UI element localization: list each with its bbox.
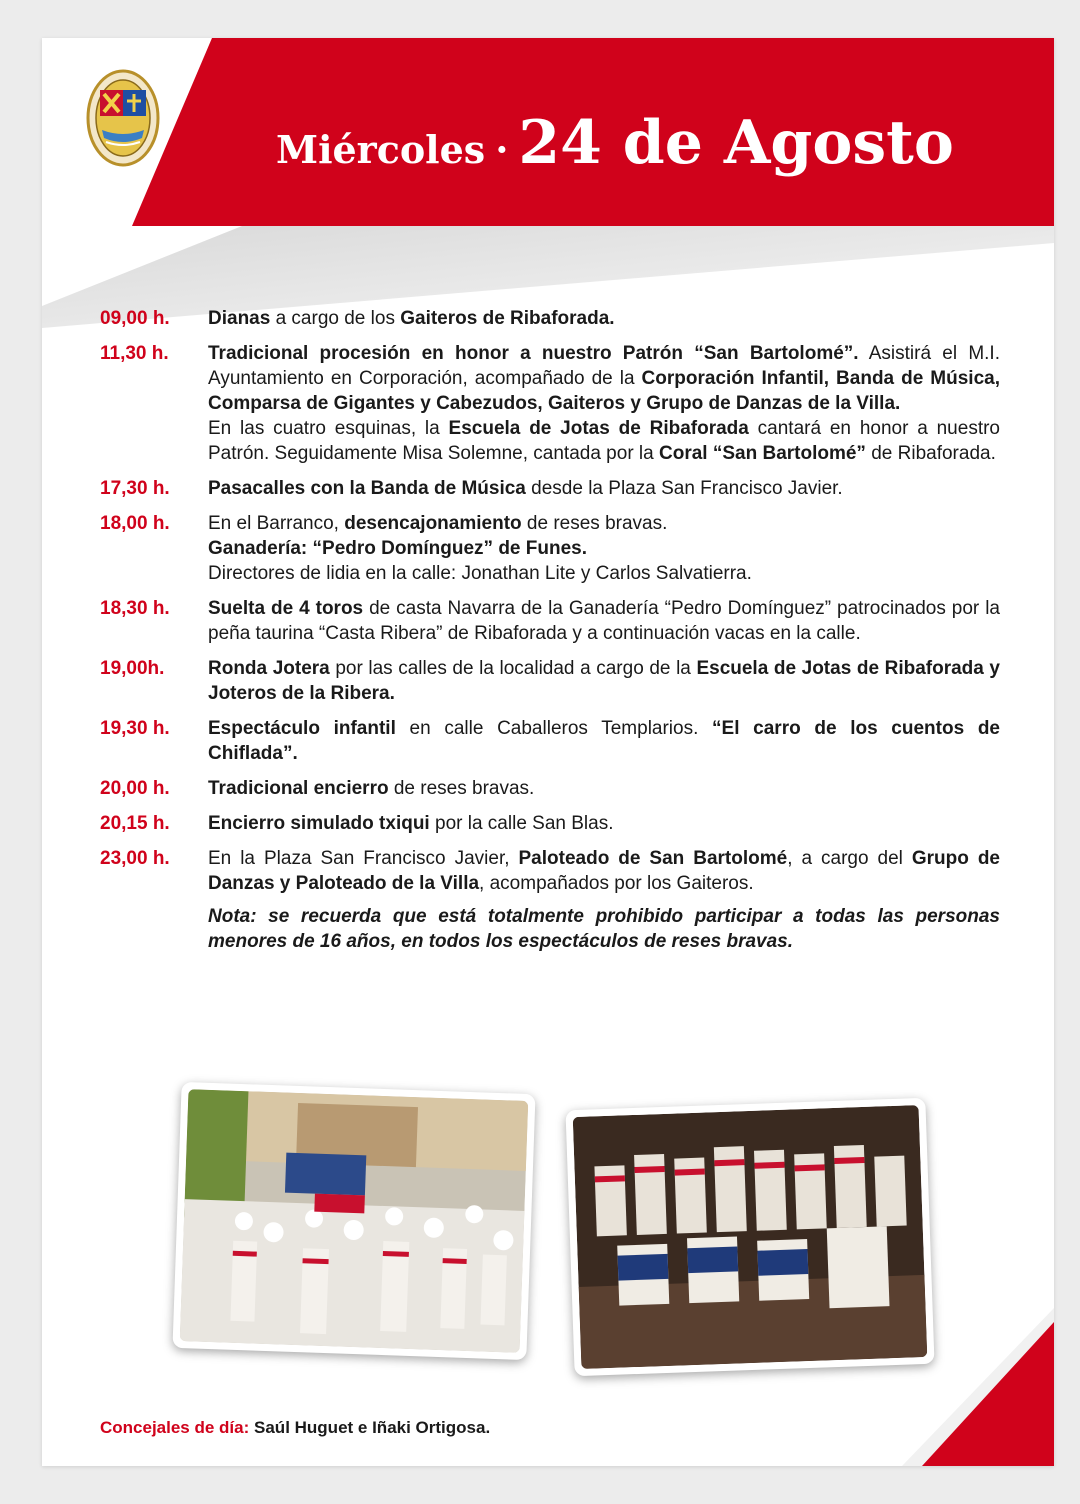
schedule-time: 18,00 h.	[100, 513, 170, 534]
program-page	[42, 38, 1054, 1466]
schedule-description: En la Plaza San Francisco Javier, Paloteado de San Bartolomé, a cargo del Grupo de Danzas y Paloteado de la Villa, acompañados por los Gaiteros.	[208, 848, 1000, 894]
schedule-description: Espectáculo infantil en calle Caballeros Templarios. “El carro de los cuentos de Chiflada”.	[208, 718, 1000, 764]
dance-group-photo	[565, 1098, 934, 1376]
schedule-item	[100, 811, 1000, 836]
coat-of-arms-icon	[86, 68, 160, 168]
schedule-item	[100, 596, 1000, 646]
schedule-time: 11,30 h.	[100, 343, 169, 364]
procession-image	[180, 1089, 529, 1353]
schedule-time: 19,30 h.	[100, 718, 170, 739]
schedule-description: Tradicional procesión en honor a nuestro Patrón “San Bartolomé”. Asistirá el M.I. Ayuntamiento en Corporación, acompañado de la Corporación Infantil, Banda de Música, Comparsa de Gigantes y Cabezudos, Gaiteros y Grupo de Danzas de la Villa. En las cuatro esquinas, la Escuela de Jotas de Ribaforada cantará en honor a nuestro Patrón. Seguidamente Misa Solemne, cantada por la Coral “San Bartolomé” de Ribaforada.	[208, 343, 1000, 464]
schedule-time: 23,00 h.	[100, 848, 170, 869]
schedule-item	[100, 716, 1000, 766]
title-separator: ·	[495, 127, 509, 172]
footer	[100, 1418, 490, 1438]
schedule-description: Ronda Jotera por las calles de la localidad a cargo de la Escuela de Jotas de Ribaforada y Joteros de la Ribera.	[208, 658, 1000, 704]
schedule-time: 17,30 h.	[100, 478, 170, 499]
dance-group-image	[573, 1105, 928, 1369]
schedule-item	[100, 511, 1000, 586]
schedule-item	[100, 476, 1000, 501]
schedule-description: Suelta de 4 toros de casta Navarra de la Ganadería “Pedro Domínguez” patrocinados por la peña taurina “Casta Ribera” de Ribaforada y a continuación vacas en la calle.	[208, 598, 1000, 644]
note-text: Nota: se recuerda que está totalmente prohibido participar a todas las personas menores de 16 años, en todos los espectáculos de reses bravas.	[208, 906, 1000, 952]
procession-photo	[172, 1082, 535, 1360]
schedule-item	[100, 846, 1000, 896]
schedule-description: Tradicional encierro de reses bravas.	[208, 778, 535, 799]
page-title	[276, 108, 1036, 198]
footer-label: Concejales de día:	[100, 1418, 250, 1437]
schedule-item	[100, 776, 1000, 801]
footer-names: Saúl Huguet e Iñaki Ortigosa.	[254, 1418, 491, 1437]
schedule-time: 09,00 h.	[100, 308, 170, 329]
schedule-description: En el Barranco, desencajonamiento de reses bravas. Ganadería: “Pedro Domínguez” de Funes. Directores de lidia en la calle: Jonathan Lite y Carlos Salvatierra.	[208, 513, 752, 584]
schedule-time: 19,00h.	[100, 658, 165, 679]
schedule-description: Pasacalles con la Banda de Música desde la Plaza San Francisco Javier.	[208, 478, 843, 499]
schedule-time: 20,15 h.	[100, 813, 170, 834]
schedule-item	[100, 341, 1000, 466]
title-day: Miércoles	[276, 127, 486, 172]
schedule-item	[100, 656, 1000, 706]
schedule-description: Dianas a cargo de los Gaiteros de Ribaforada.	[208, 308, 615, 329]
corner-decoration	[902, 1308, 1054, 1466]
schedule-item	[100, 306, 1000, 331]
title-date: 24 de Agosto	[518, 108, 954, 178]
schedule-description: Encierro simulado txiqui por la calle San Blas.	[208, 813, 614, 834]
schedule-time: 18,30 h.	[100, 598, 170, 619]
schedule-time: 20,00 h.	[100, 778, 170, 799]
schedule-list	[100, 306, 1000, 954]
